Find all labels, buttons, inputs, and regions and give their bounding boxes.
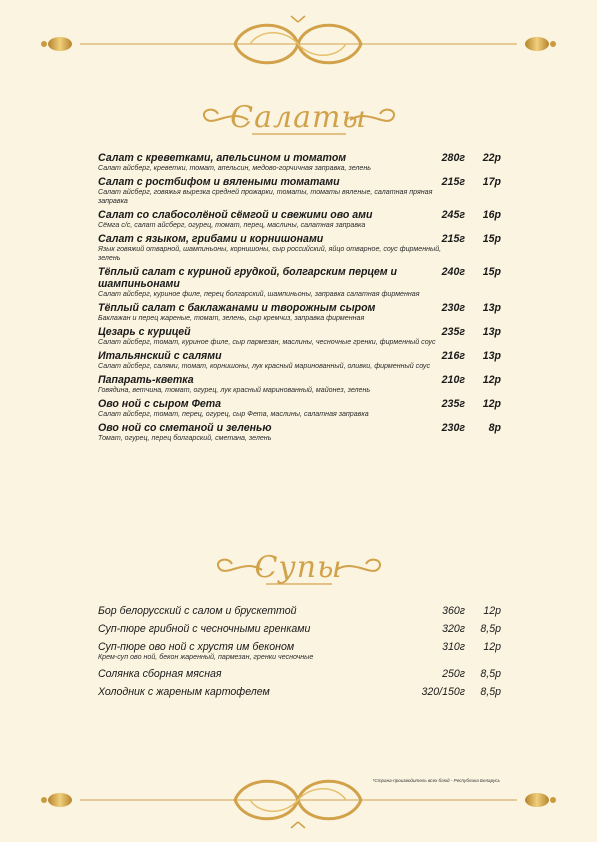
salads-list [98,152,508,446]
menu-item [98,422,508,443]
menu-item [98,623,508,635]
item-description: Салат айсберг, куриное филе, перец болгарский, шампиньоны, заправка салатная фирменная [98,290,420,298]
item-description: Салат айсберг, креветки, томат, апельсин, медово-горчичная заправка, зелень [98,164,372,172]
item-description: Крем-суп ово ной, бекон жаренный, пармезан, гренки чесночные [98,653,314,661]
soups-heading [0,548,597,592]
item-price: 13р [482,326,501,338]
item-description: Говядина, ветчина, томат, огурец, лук красный маринованный, майонез, зелень [98,386,371,394]
item-weight: 210г [441,374,465,386]
item-price: 15р [482,266,501,278]
menu-item [98,605,508,617]
item-price: 8р [488,422,501,434]
soups-title: Супы [254,550,343,585]
item-price: 12р [482,374,501,386]
item-description: Сёмга с/с, салат айсберг, огурец, томат, перец, маслины, салатная заправка [98,221,366,229]
soups-list [98,605,508,704]
item-price: 15р [482,233,501,245]
item-name: Солянка сборная мясная [98,668,222,680]
item-weight: 245г [441,209,465,221]
item-name: Тёплый салат с куриной грудкой, болгарским перцем и шампиньонами [98,266,398,290]
item-name: Салат с языком, грибами и корнишонами [98,233,324,245]
item-weight: 215г [441,176,465,188]
item-weight: 320/150г [421,686,465,698]
item-weight: 235г [441,398,465,410]
menu-item [98,302,508,323]
menu-item [98,398,508,419]
item-price: 8,5р [480,668,501,680]
item-name: Салат со слабосолёной сёмгой и свежими ово ами [98,209,373,221]
bottom-ornament-icon [0,770,597,830]
item-name: Бор белорусский с салом и брускеттой [98,605,297,617]
item-price: 8,5р [480,623,501,635]
item-description: Салат айсберг, томат, перец, огурец, сыр Фета, маслины, салатная заправка [98,410,369,418]
item-name: Папарать-кветка [98,374,194,386]
item-price: 16р [482,209,501,221]
menu-item [98,686,508,698]
salads-title: Салаты [230,100,367,135]
menu-item [98,266,508,299]
menu-item [98,152,508,173]
menu-item [98,350,508,371]
menu-item [98,176,508,206]
item-weight: 230г [441,422,465,434]
item-description: Салат айсберг, салями, томат, корнишоны, лук красный маринованный, оливки, фирменный соус [98,362,431,370]
item-name: Салат с креветками, апельсином и томатом [98,152,347,164]
menu-item [98,209,508,230]
item-weight: 235г [441,326,465,338]
footnote: *Страна-производитель всех блюд - Республика Беларусь [372,778,500,783]
menu-item [98,326,508,347]
item-weight: 320г [442,623,465,635]
item-name: Итальянский с салями [98,350,222,362]
item-description: Томат, огурец, перец болгарский, сметана, зелень [98,434,272,442]
item-price: 12р [483,605,501,617]
menu-item [98,233,508,263]
item-weight: 360г [442,605,465,617]
item-price: 12р [483,641,501,653]
item-weight: 230г [441,302,465,314]
item-price: 22р [482,152,501,164]
item-weight: 250г [442,668,465,680]
item-name: Холодник с жареным картофелем [98,686,270,698]
item-price: 13р [482,350,501,362]
item-name: Ово ной с сыром Фета [98,398,222,410]
item-description: Язык говяжий отварной, шампиньоны, корнишоны, сыр российский, яйцо отварное, соус фирменный, зелень [98,245,442,262]
item-price: 17р [482,176,501,188]
item-name: Цезарь с курицей [98,326,191,338]
item-description: Баклажан и перец жареные, томат, зелень, сыр кремчиз, заправка фирменная [98,314,365,322]
item-weight: 240г [441,266,465,278]
item-name: Суп-пюре ово ной с хрустя им беконом [98,641,295,653]
item-weight: 310г [442,641,465,653]
item-name: Суп-пюре грибной с чесночными гренками [98,623,311,635]
top-ornament-icon [0,14,597,74]
item-name: Тёплый салат с баклажанами и творожным сыром [98,302,376,314]
menu-item [98,374,508,395]
item-price: 12р [482,398,501,410]
item-name: Салат с ростбифом и вялеными томатами [98,176,340,188]
menu-item [98,641,508,662]
menu-item [98,668,508,680]
salads-heading [0,98,597,142]
item-weight: 216г [441,350,465,362]
item-weight: 215г [441,233,465,245]
item-weight: 280г [441,152,465,164]
item-price: 8,5р [480,686,501,698]
item-name: Ово ной со сметаной и зеленью [98,422,272,434]
item-description: Салат айсберг, говяжья вырезка средней прожарки, томаты, томаты вяленые, салатная пряная заправка [98,188,433,205]
item-description: Салат айсберг, томат, куриное филе, сыр пармезан, маслины, чесночные гренки, фирменный соус [98,338,436,346]
item-price: 13р [482,302,501,314]
